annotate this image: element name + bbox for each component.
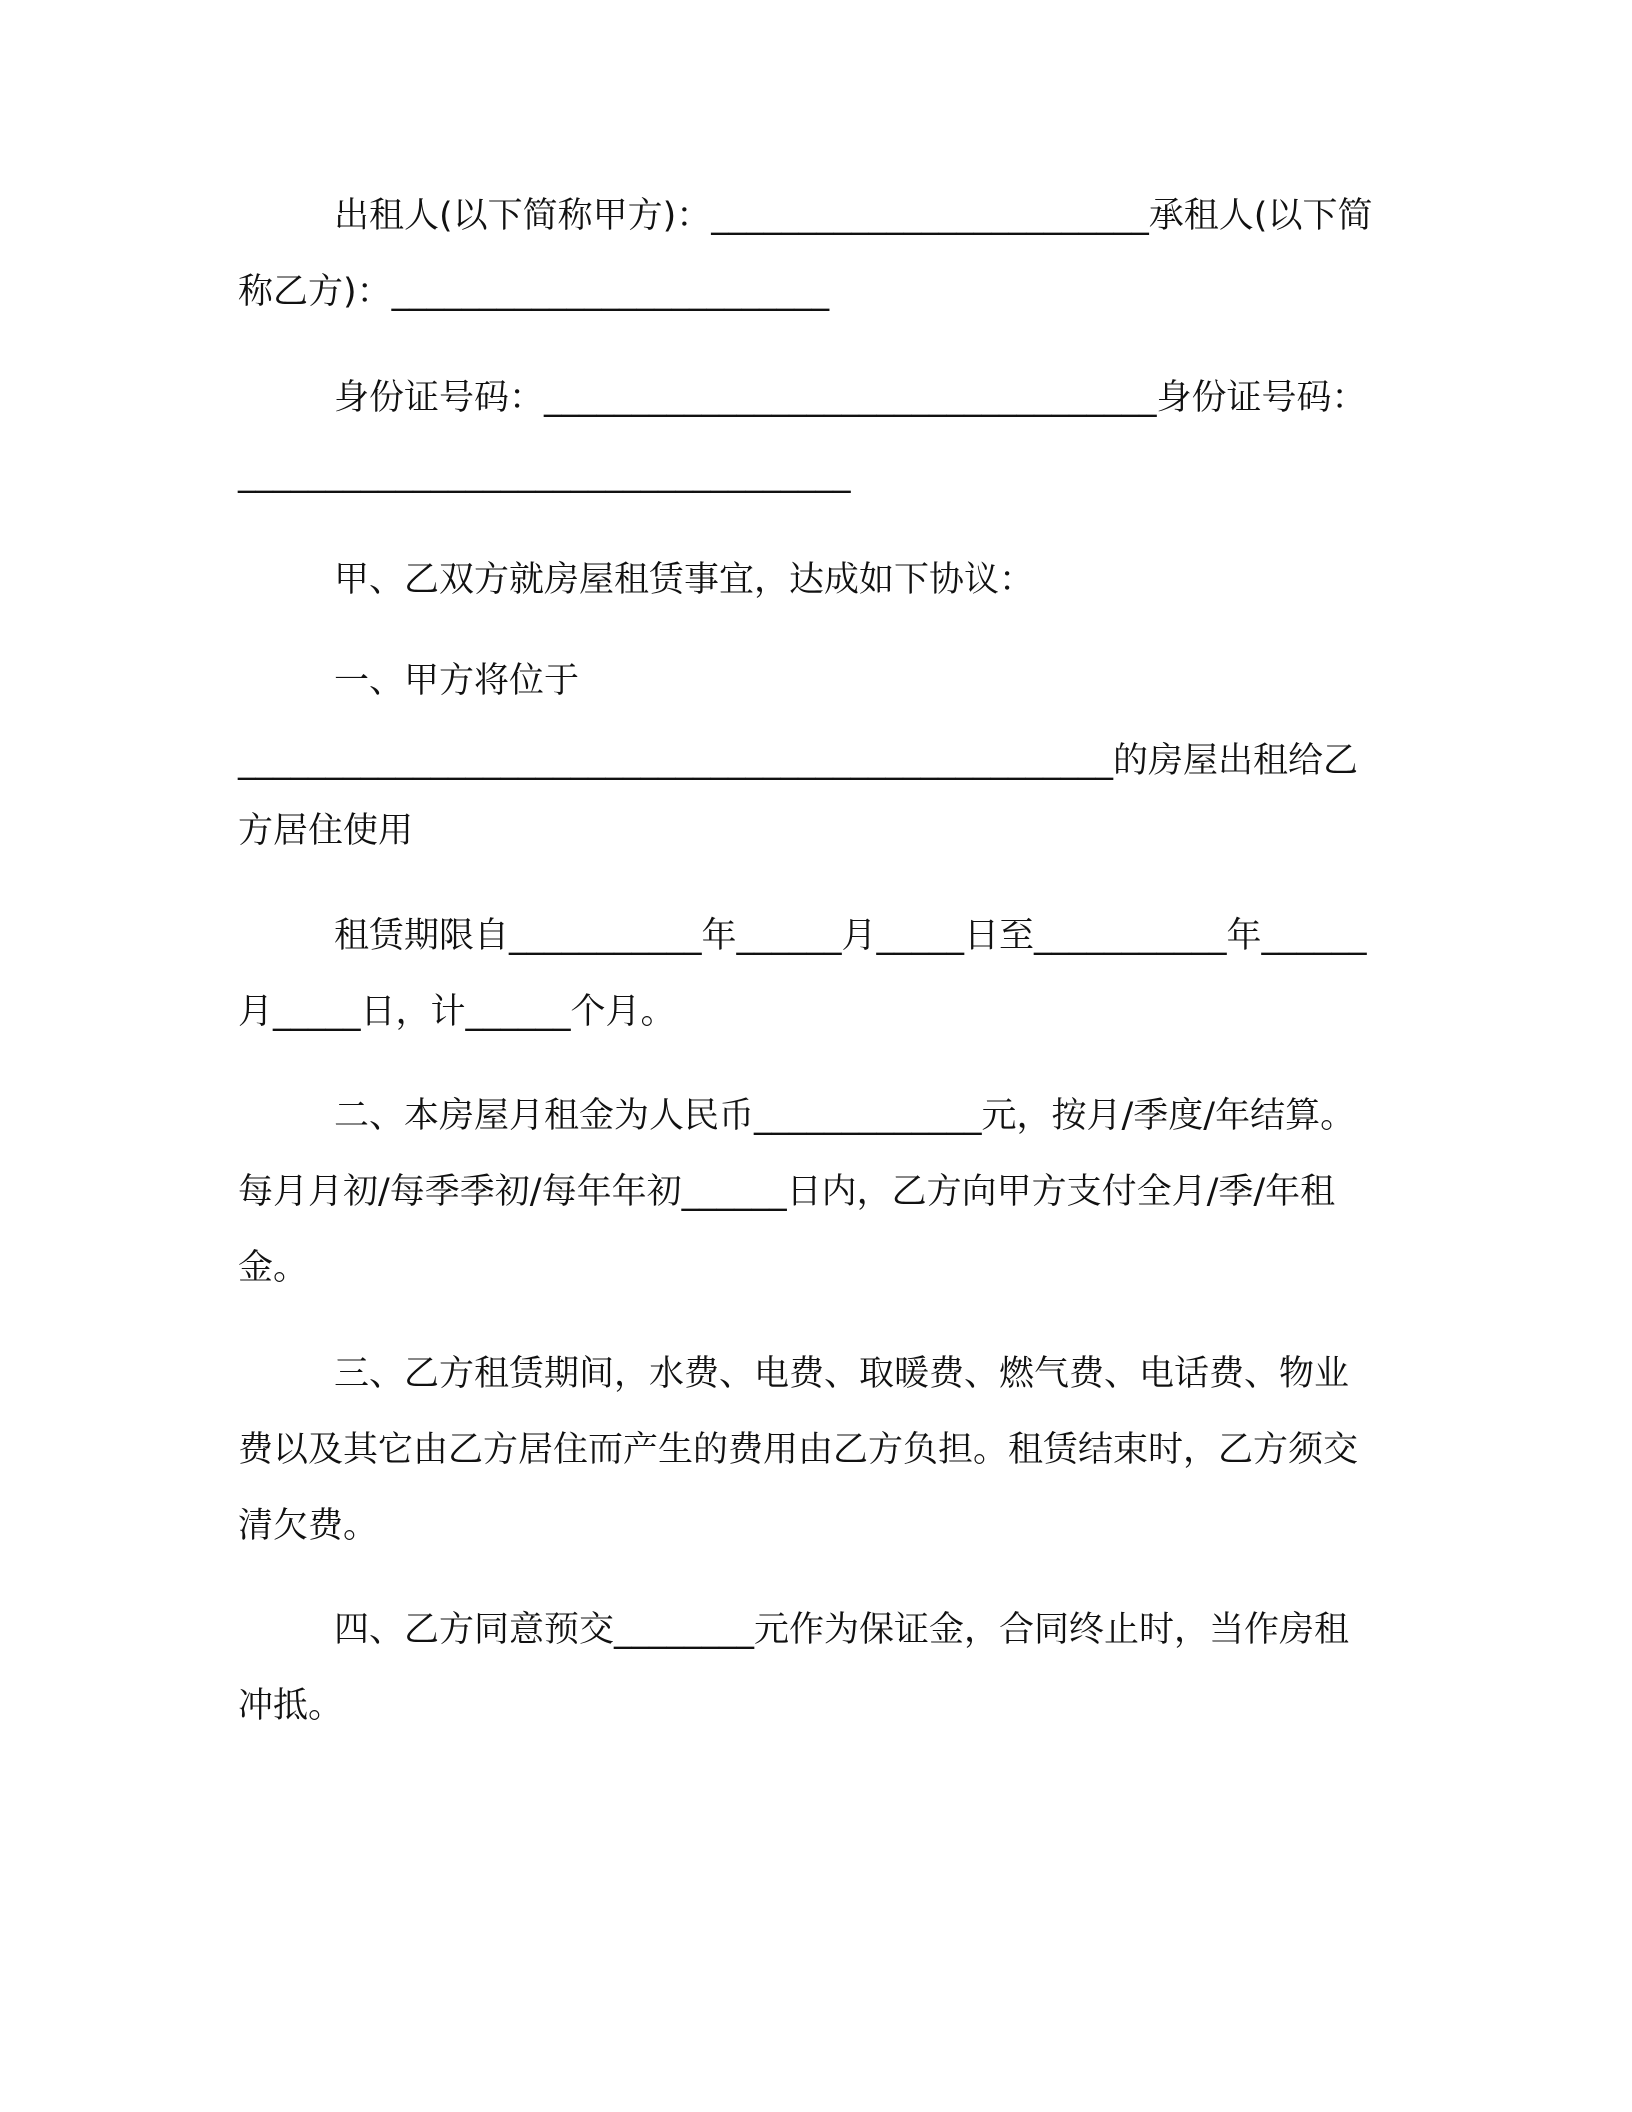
- paragraph-text: __________________________________________________的房屋出租给乙方居住使用: [238, 741, 1359, 851]
- paragraph-clause-1-body: [238, 726, 1383, 866]
- paragraph-parties: [238, 178, 1383, 330]
- paragraph-text: 四、乙方同意预交________元作为保证金，合同终止时，当作房租冲抵。: [238, 1610, 1350, 1726]
- paragraph-clause-4-deposit: [238, 1592, 1383, 1744]
- paragraph-clause-2-rent: [238, 1078, 1383, 1306]
- paragraph-text: 甲、乙双方就房屋租赁事宜，达成如下协议：: [334, 560, 1035, 600]
- paragraph-agreement-intro: [238, 542, 1383, 618]
- paragraph-text: 一、甲方将位于: [334, 661, 580, 701]
- paragraph-id-numbers: [238, 360, 1383, 512]
- paragraph-text: 身份证号码：___________________________________身份证号码：___________________________________: [238, 378, 1367, 494]
- paragraph-clause-3-fees: [238, 1336, 1383, 1564]
- paragraph-text: 三、乙方租赁期间，水费、电费、取暖费、燃气费、电话费、物业费以及其它由乙方居住而产生的费用由乙方负担。租赁结束时，乙方须交清欠费。: [238, 1354, 1359, 1546]
- paragraph-text: 租赁期限自___________年______月_____日至___________年______月_____日，计______个月。: [238, 916, 1367, 1032]
- paragraph-lease-term: [238, 898, 1383, 1050]
- paragraph-text: 出租人(以下简称甲方)：_________________________承租人(以下简称乙方)：_________________________: [238, 196, 1373, 312]
- paragraph-clause-1-heading: [238, 643, 1383, 719]
- paragraph-text: 二、本房屋月租金为人民币_____________元，按月/季度/年结算。每月月初/每季季初/每年年初______日内，乙方向甲方支付全月/季/年租金。: [238, 1096, 1356, 1288]
